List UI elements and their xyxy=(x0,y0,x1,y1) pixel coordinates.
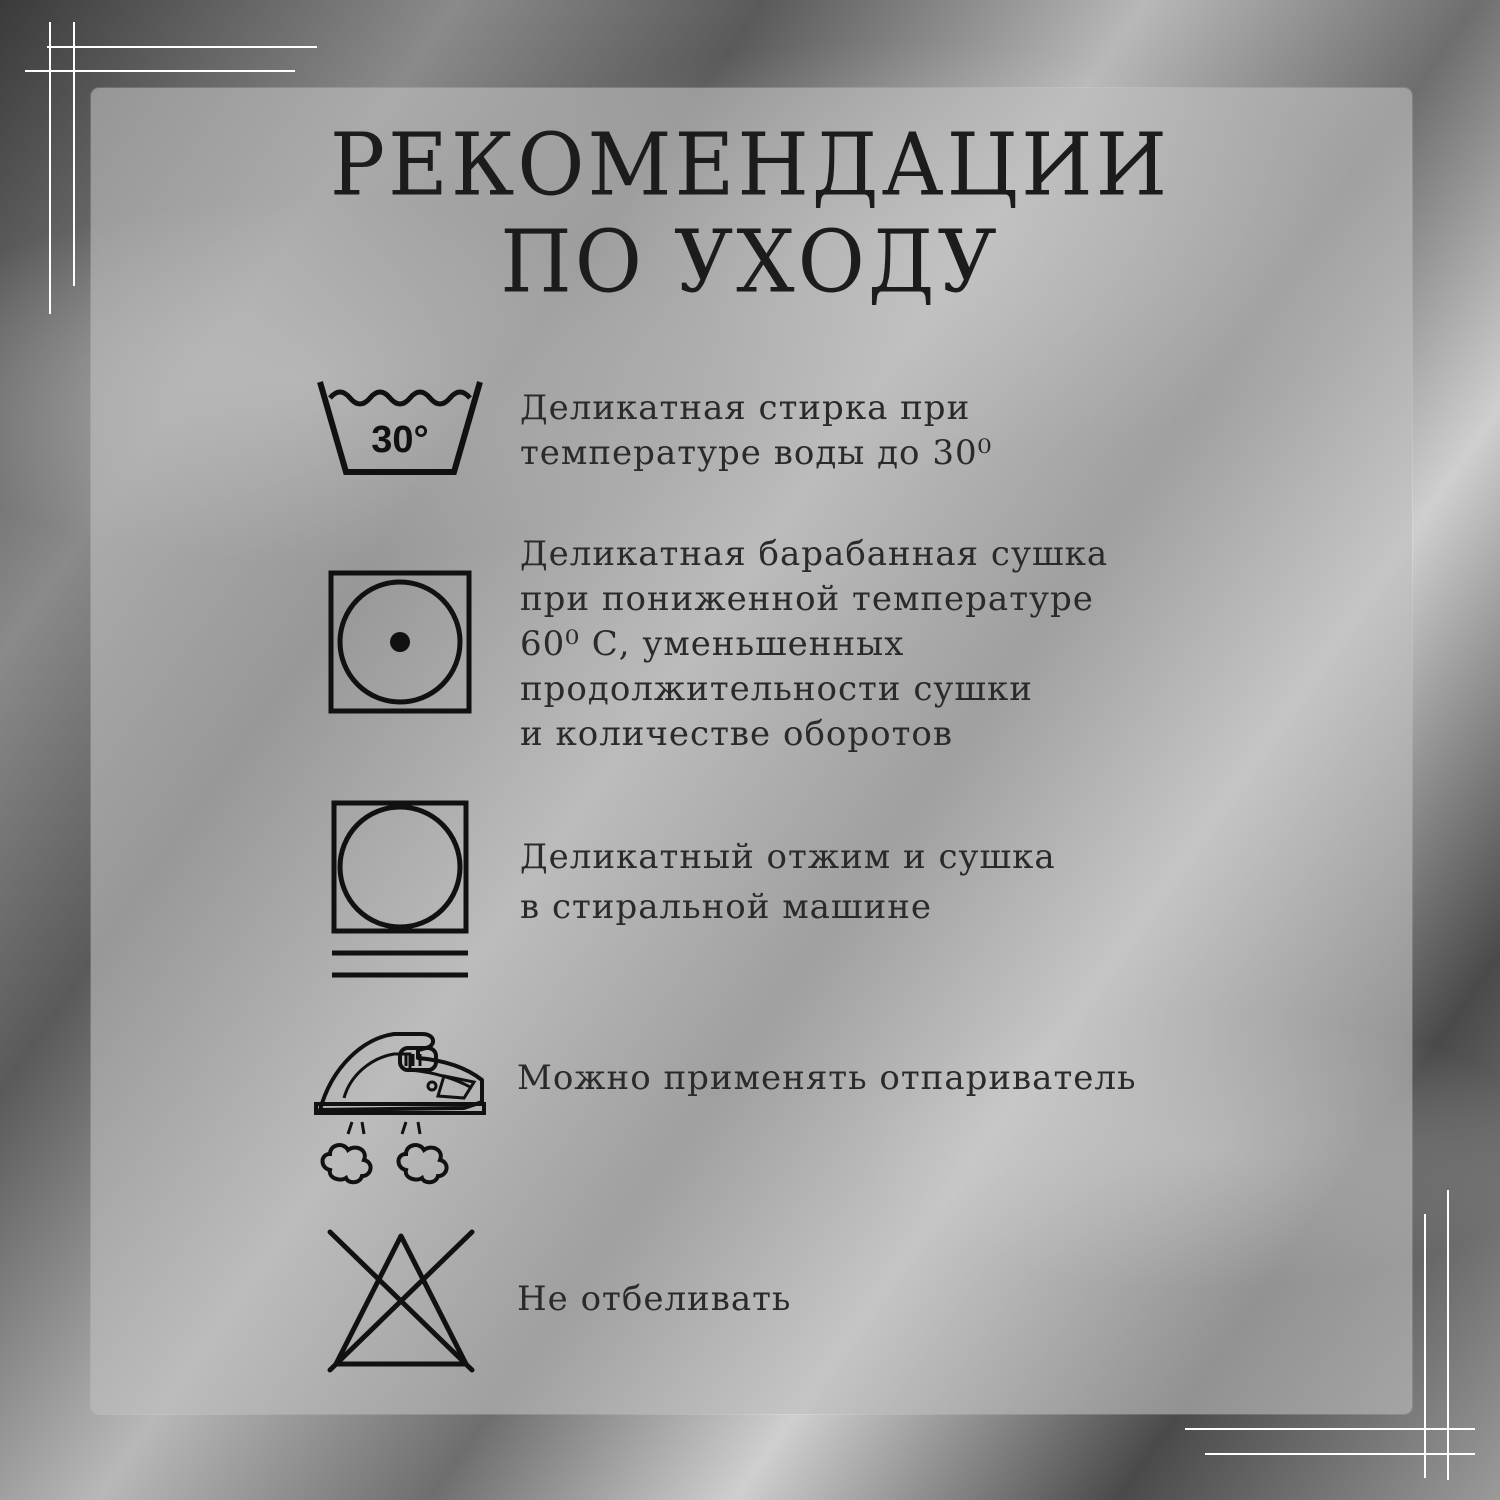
no-bleach-text-line-1: Не отбеливать xyxy=(517,1279,792,1319)
frame-line-bottom-right-h1 xyxy=(1185,1428,1475,1430)
frame-line-top-left-h1 xyxy=(47,46,317,48)
wash-text-line-2: температуре воды до 30⁰ xyxy=(520,433,993,473)
do-not-bleach-icon xyxy=(326,1228,476,1374)
steam-iron-icon xyxy=(314,1026,490,1186)
wash-text xyxy=(520,386,992,476)
tumble-dry-text xyxy=(520,532,1108,757)
gentle-spin-dry-icon xyxy=(330,800,470,982)
wash-30-icon xyxy=(316,376,484,476)
tumble-dry-text-line-2: при пониженной температуре xyxy=(520,579,1094,619)
spin-dry-text xyxy=(520,832,1056,932)
title-line-1: РЕКОМЕНДАЦИИ xyxy=(329,115,1171,216)
steamer-text-line-1: Можно применять отпариватель xyxy=(517,1058,1137,1098)
spin-dry-text-line-1: Деликатный отжим и сушка xyxy=(520,837,1056,877)
tumble-dry-text-line-1: Деликатная барабанная сушка xyxy=(520,534,1109,574)
frame-line-bottom-right-v2 xyxy=(1447,1190,1449,1480)
title-line-2: ПО УХОДУ xyxy=(500,212,1000,313)
tumble-dry-text-line-3: 60⁰ С, уменьшенных xyxy=(520,624,905,664)
wash-temperature-label: 30° xyxy=(371,419,429,461)
frame-line-bottom-right-v1 xyxy=(1424,1214,1426,1478)
tumble-dry-text-line-4: продолжительности сушки xyxy=(520,669,1033,709)
tumble-dry-text-line-5: и количестве оборотов xyxy=(520,714,954,754)
frame-line-top-left-h2 xyxy=(25,70,295,72)
no-bleach-text xyxy=(517,1277,791,1322)
steamer-text xyxy=(517,1056,1136,1101)
tumble-dry-low-icon xyxy=(328,570,472,714)
wash-text-line-1: Деликатная стирка при xyxy=(520,388,971,428)
frame-line-bottom-right-h2 xyxy=(1205,1453,1475,1455)
spin-dry-text-line-2: в стиральной машине xyxy=(520,887,932,927)
